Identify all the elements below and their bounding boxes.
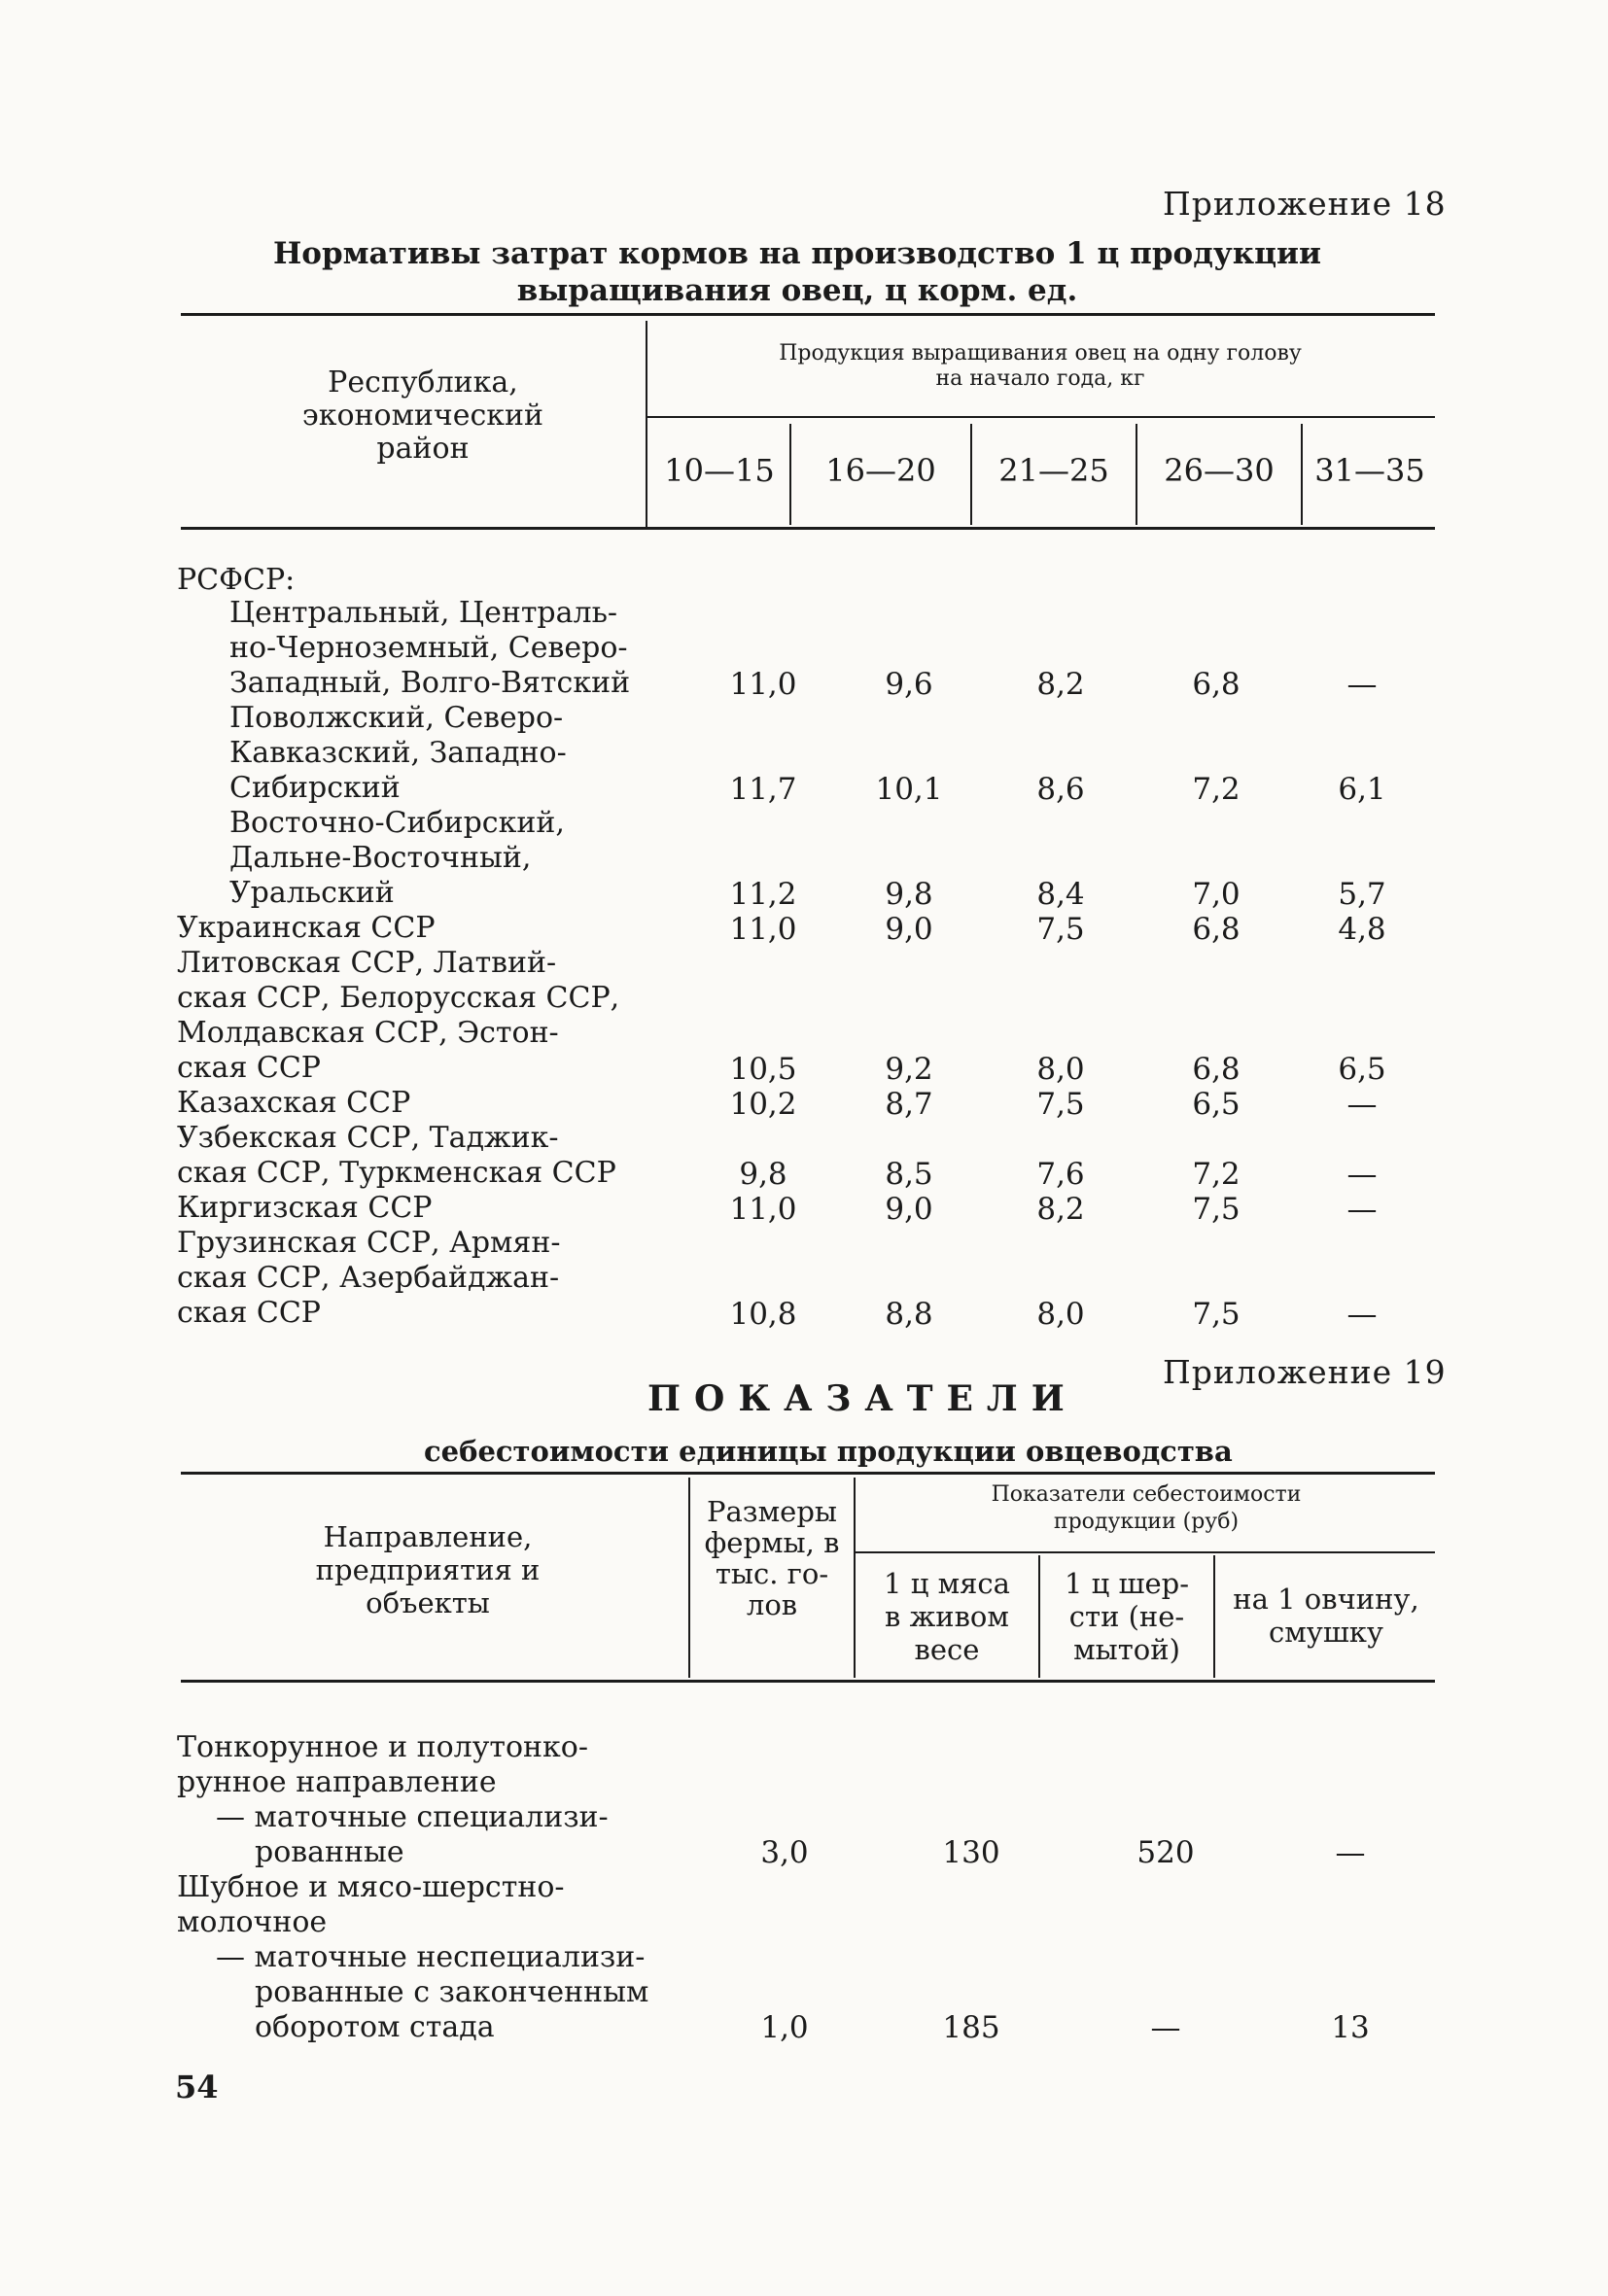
table1-cell: 6,1 xyxy=(1338,772,1386,807)
table1-row-label-line: Поволжский, Северо- xyxy=(229,701,564,735)
table1-cell: 6,5 xyxy=(1192,1087,1241,1122)
table2-divider-2 xyxy=(854,1478,856,1678)
table2-cell: 130 xyxy=(942,1835,1000,1870)
table1-header-product-l2: на начало года, кг xyxy=(935,366,1145,391)
table1-cell: 8,6 xyxy=(1036,772,1085,807)
table1-col-head-3: 21—25 xyxy=(998,452,1109,489)
table2-header-skin-l1: на 1 овчину, xyxy=(1233,1583,1419,1616)
table2-row-label-line: Тонкорунное и полутонко- xyxy=(177,1730,588,1764)
table2-header-wool-l2: сти (не- xyxy=(1068,1600,1185,1633)
table1-cell: 7,5 xyxy=(1192,1192,1241,1227)
table1-row-label-line: ская ССР, Туркменская ССР xyxy=(177,1156,616,1190)
table1-col-head-2: 16—20 xyxy=(825,452,936,489)
table1-cell: 6,8 xyxy=(1192,667,1241,702)
table2-header-wool-l1: 1 ц шер- xyxy=(1064,1567,1190,1600)
table2-cell: 13 xyxy=(1331,2010,1370,2045)
table1-cell: 9,0 xyxy=(885,1192,933,1227)
table1-row-label-line: Сибирский xyxy=(229,771,401,805)
table1-cell: 7,5 xyxy=(1036,912,1085,947)
table1-col-divider-3 xyxy=(1136,424,1137,525)
table2-cell: 185 xyxy=(942,2010,1000,2045)
table1-col-head-4: 26—30 xyxy=(1164,452,1275,489)
table1-cell: — xyxy=(1346,1157,1378,1192)
table1-row-label-line: но-Черноземный, Северо- xyxy=(229,631,628,665)
table1-row-label-line: Кавказский, Западно- xyxy=(229,736,567,770)
table1-row-label-line: Грузинская ССР, Армян- xyxy=(177,1226,561,1260)
table2-row-label-line: — маточные специализи- xyxy=(216,1800,609,1834)
table1-cell: 7,2 xyxy=(1192,1157,1241,1192)
table2-header-wool-l3: мытой) xyxy=(1073,1633,1180,1666)
table2-row-label-line: молочное xyxy=(177,1905,328,1939)
table2-cell: 3,0 xyxy=(760,1835,809,1870)
table2-header-size-l4: лов xyxy=(746,1588,798,1621)
table1-cell: 11,2 xyxy=(729,877,797,912)
table1-header-region-l3: район xyxy=(376,432,470,466)
table1-cell: 8,0 xyxy=(1036,1052,1085,1087)
table1-cell: 7,6 xyxy=(1036,1157,1085,1192)
table2-header-cost-l2: продукции (руб) xyxy=(1053,1510,1240,1534)
table1-title-line1: Нормативы затрат кормов на производство 1 ц продукции xyxy=(272,236,1322,271)
table1-cell: 9,6 xyxy=(885,667,933,702)
table1-cell: 6,8 xyxy=(1192,912,1241,947)
table1-row-label-line: Казахская ССР xyxy=(177,1086,411,1120)
table1-header-region-l2: экономический xyxy=(301,399,544,433)
table1-col-divider-2 xyxy=(970,424,972,525)
table1-subheader-rule xyxy=(647,416,1435,418)
appendix-19-label: Приложение 19 xyxy=(1163,1353,1447,1391)
table1-cell: — xyxy=(1346,667,1378,702)
table1-row-label-line: ская ССР xyxy=(177,1051,321,1085)
table1-row-label-line: Киргизская ССР xyxy=(177,1191,433,1225)
table2-header-size-l1: Размеры xyxy=(707,1495,837,1528)
table1-cell: 4,8 xyxy=(1338,912,1386,947)
table1-cell: 10,8 xyxy=(729,1297,797,1332)
table2-cell: 520 xyxy=(1136,1835,1195,1870)
table1-cell: — xyxy=(1346,1297,1378,1332)
table1-header-divider xyxy=(646,321,647,527)
table2-header-skin-l2: смушку xyxy=(1268,1616,1383,1649)
table2-header-size-l2: фермы, в xyxy=(704,1526,840,1559)
table1-cell: 9,2 xyxy=(885,1052,933,1087)
page-number: 54 xyxy=(175,2069,219,2105)
table2-header-size-l3: тыс. го- xyxy=(715,1557,829,1590)
table1-header-bottom-rule xyxy=(181,527,1435,530)
table1-top-rule xyxy=(181,313,1435,316)
table2-top-rule xyxy=(181,1472,1435,1475)
table1-cell: 5,7 xyxy=(1338,877,1386,912)
table1-row-label-line: Узбекская ССР, Таджик- xyxy=(177,1121,559,1155)
table1-cell: 10,5 xyxy=(729,1052,797,1087)
table2-divider-3 xyxy=(1038,1555,1040,1678)
table1-cell: 8,4 xyxy=(1036,877,1085,912)
table1-row-label-line: ская ССР, Белорусская ССР, xyxy=(177,981,620,1015)
table1-cell: 9,8 xyxy=(739,1157,787,1192)
table2-cell: — xyxy=(1150,2010,1181,2045)
table2-title: ПОКАЗАТЕЛИ xyxy=(647,1378,1078,1419)
table1-cell: 8,2 xyxy=(1036,667,1085,702)
table1-cell: 8,2 xyxy=(1036,1192,1085,1227)
table1-cell: 11,0 xyxy=(729,667,797,702)
table1-title-line2: выращивания овец, ц корм. ед. xyxy=(516,273,1078,308)
table1-col-divider-1 xyxy=(789,424,791,525)
table2-header-direction-l1: Направление, xyxy=(323,1520,533,1553)
table1-col-divider-4 xyxy=(1301,424,1303,525)
table1-cell: 8,5 xyxy=(885,1157,933,1192)
table1-row-label-line: ская ССР, Азербайджан- xyxy=(177,1261,560,1295)
table1-cell: 11,0 xyxy=(729,912,797,947)
table1-cell: 9,8 xyxy=(885,877,933,912)
table1-cell: 10,2 xyxy=(729,1087,797,1122)
table2-header-meat-l3: весе xyxy=(914,1633,980,1666)
table1-header-product-l1: Продукция выращивания овец на одну голову xyxy=(779,341,1302,365)
table2-row-label-line: рованные с законченным xyxy=(255,1975,649,2009)
table2-subtitle: себестоимости единицы продукции овцеводства xyxy=(424,1435,1233,1468)
table2-row-label-line: оборотом стада xyxy=(255,2010,495,2044)
table1-cell: 11,7 xyxy=(729,772,797,807)
table1-cell: 8,8 xyxy=(885,1297,933,1332)
table1-cell: 8,0 xyxy=(1036,1297,1085,1332)
table1-cell: — xyxy=(1346,1192,1378,1227)
table1-cell: 7,5 xyxy=(1192,1297,1241,1332)
table1-cell: 6,8 xyxy=(1192,1052,1241,1087)
table1-cell: 9,0 xyxy=(885,912,933,947)
table1-cell: — xyxy=(1346,1087,1378,1122)
table2-cell: 1,0 xyxy=(760,2010,809,2045)
table2-row-label-line: рунное направление xyxy=(177,1765,497,1799)
table2-header-meat-l1: 1 ц мяса xyxy=(884,1567,1010,1600)
table2-header-bottom-rule xyxy=(181,1680,1435,1683)
table1-row-label-line: Дальне-Восточный, xyxy=(229,841,532,875)
table2-row-label-line: Шубное и мясо-шерстно- xyxy=(177,1870,565,1904)
table1-group-label: РСФСР: xyxy=(177,563,296,597)
table2-cell: — xyxy=(1335,1835,1366,1870)
table1-row-label-line: Западный, Волго-Вятский xyxy=(229,666,631,700)
table1-col-head-1: 10—15 xyxy=(664,452,775,489)
table1-row-label-line: Центральный, Централь- xyxy=(229,596,618,630)
table2-subheader-rule xyxy=(856,1551,1435,1553)
appendix-18-label: Приложение 18 xyxy=(1163,185,1447,223)
table1-cell: 6,5 xyxy=(1338,1052,1386,1087)
table2-divider-1 xyxy=(688,1478,690,1678)
table1-cell: 7,5 xyxy=(1036,1087,1085,1122)
table2-header-direction-l2: предприятия и xyxy=(315,1553,541,1586)
table2-header-meat-l2: в живом xyxy=(885,1600,1009,1633)
table2-header-cost-l1: Показатели себестоимости xyxy=(991,1482,1302,1507)
table1-cell: 10,1 xyxy=(875,772,943,807)
table1-row-label-line: Уральский xyxy=(229,876,395,910)
table2-row-label-line: — маточные неспециализи- xyxy=(216,1940,646,1974)
table1-cell: 7,0 xyxy=(1192,877,1241,912)
table1-row-label-line: Украинская ССР xyxy=(177,911,436,945)
table1-cell: 7,2 xyxy=(1192,772,1241,807)
table1-row-label-line: Молдавская ССР, Эстон- xyxy=(177,1016,559,1050)
table1-row-label-line: Восточно-Сибирский, xyxy=(229,806,565,840)
table1-header-region-l1: Республика, xyxy=(328,365,518,400)
table1-row-label-line: ская ССР xyxy=(177,1296,321,1330)
table1-cell: 8,7 xyxy=(885,1087,933,1122)
table2-divider-4 xyxy=(1213,1555,1215,1678)
table1-row-label-line: Литовская ССР, Латвий- xyxy=(177,946,557,980)
table1-cell: 11,0 xyxy=(729,1192,797,1227)
table2-header-direction-l3: объекты xyxy=(366,1586,490,1619)
table1-col-head-5: 31—35 xyxy=(1314,452,1425,489)
table2-row-label-line: рованные xyxy=(255,1835,404,1869)
